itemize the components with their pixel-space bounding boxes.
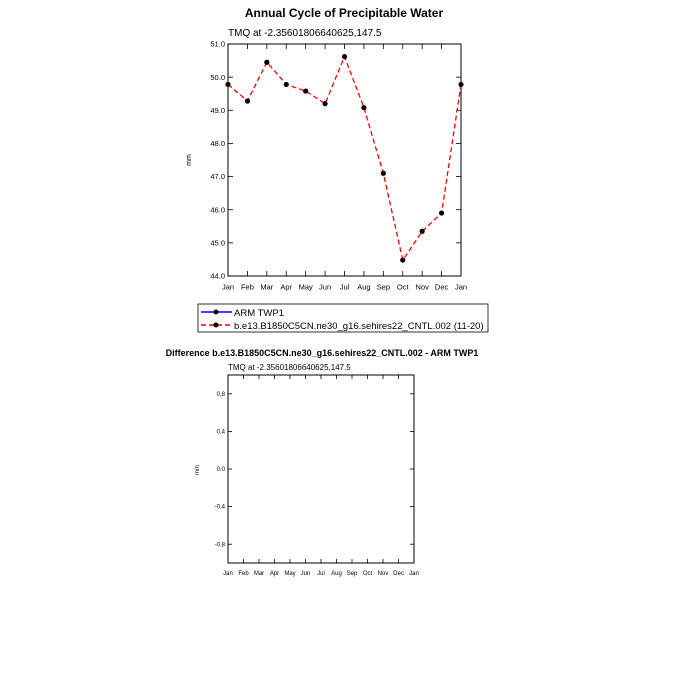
x-tick-label: Nov bbox=[415, 282, 429, 292]
data-point bbox=[303, 88, 308, 93]
x-tick-label: May bbox=[284, 571, 296, 577]
x-tick-label: May bbox=[298, 282, 313, 292]
y-tick-label: 48.0 bbox=[210, 139, 225, 149]
data-point bbox=[264, 60, 269, 65]
x-tick-label: Aug bbox=[357, 282, 371, 292]
data-point bbox=[400, 257, 405, 262]
y-tick-label: 51.0 bbox=[210, 39, 225, 49]
x-tick-label: Mar bbox=[253, 571, 265, 577]
chart-1-frame bbox=[228, 44, 461, 276]
chart-2-subtitle: TMQ at -2.35601806640625,147.5 bbox=[228, 363, 351, 372]
y-tick-label: -0.8 bbox=[214, 542, 225, 549]
y-tick-label: 50.0 bbox=[210, 72, 225, 82]
data-point bbox=[361, 105, 366, 110]
x-tick-label: Jan bbox=[454, 282, 468, 292]
legend-label-model: b.e13.B1850C5CN.ne30_g16.sehires22_CNTL.002 (11-20) bbox=[234, 321, 484, 332]
chart-2 bbox=[166, 348, 479, 577]
x-tick-label: Apr bbox=[269, 571, 280, 577]
data-point bbox=[458, 82, 463, 87]
data-point bbox=[381, 171, 386, 176]
data-point bbox=[439, 210, 444, 215]
series-line-1 bbox=[228, 57, 461, 261]
y-tick-label: 0.8 bbox=[216, 391, 225, 398]
x-tick-label: Jan bbox=[409, 571, 419, 577]
x-tick-label: Dec bbox=[393, 571, 404, 577]
x-tick-label: Jan bbox=[223, 571, 233, 577]
x-tick-label: Feb bbox=[238, 571, 249, 577]
x-tick-label: Sep bbox=[376, 282, 391, 292]
data-point bbox=[420, 229, 425, 234]
x-tick-label: Jun bbox=[300, 571, 311, 577]
x-tick-label: Jul bbox=[339, 282, 350, 292]
x-tick-label: Oct bbox=[362, 571, 373, 577]
chart-2-frame bbox=[228, 375, 414, 563]
chart-1-legend bbox=[198, 304, 488, 332]
data-point bbox=[322, 101, 327, 106]
x-tick-label: Nov bbox=[377, 571, 389, 577]
legend-marker-arm-twp1 bbox=[214, 310, 219, 315]
chart-2-title: Difference b.e13.B1850C5CN.ne30_g16.sehires22_CNTL.002 - ARM TWP1 bbox=[165, 348, 479, 358]
chart-2-x-axis bbox=[223, 375, 419, 577]
chart-1-y-axis bbox=[210, 40, 461, 281]
y-tick-label: 45.0 bbox=[210, 238, 225, 248]
y-tick-label: 44.0 bbox=[210, 271, 225, 281]
y-tick-label: 49.0 bbox=[210, 105, 225, 115]
x-tick-label: Jan bbox=[221, 282, 235, 292]
chart-1-title: Annual Cycle of Precipitable Water bbox=[244, 6, 444, 20]
data-point bbox=[342, 54, 347, 59]
chart-1-subtitle: TMQ at -2.35601806640625,147.5 bbox=[228, 28, 382, 39]
x-tick-label: Jun bbox=[319, 282, 332, 292]
x-tick-label: Apr bbox=[280, 282, 293, 292]
data-point bbox=[225, 82, 230, 87]
data-point bbox=[284, 82, 289, 87]
x-tick-label: Sep bbox=[346, 571, 358, 577]
x-tick-label: Mar bbox=[260, 282, 274, 292]
y-tick-label: 47.0 bbox=[210, 172, 225, 182]
legend-label-arm-twp1: ARM TWP1 bbox=[234, 308, 284, 319]
x-tick-label: Oct bbox=[396, 282, 409, 292]
data-point bbox=[245, 98, 250, 103]
x-tick-label: Dec bbox=[434, 282, 449, 292]
y-tick-label: -0.4 bbox=[214, 504, 225, 511]
chart-1 bbox=[186, 6, 467, 292]
x-tick-label: Jul bbox=[317, 571, 325, 577]
chart-1-x-axis bbox=[222, 44, 467, 292]
y-tick-label: 0.0 bbox=[216, 467, 225, 474]
y-tick-label: 46.0 bbox=[210, 205, 225, 215]
chart-1-ylabel: mm bbox=[186, 154, 193, 166]
chart-1-series bbox=[225, 54, 463, 263]
legend-marker-model bbox=[214, 323, 219, 328]
x-tick-label: Aug bbox=[331, 571, 342, 577]
x-tick-label: Feb bbox=[240, 282, 254, 292]
chart-2-ylabel: mm bbox=[195, 465, 201, 475]
chart-2-y-axis bbox=[215, 392, 414, 548]
y-tick-label: 0.4 bbox=[216, 429, 225, 436]
